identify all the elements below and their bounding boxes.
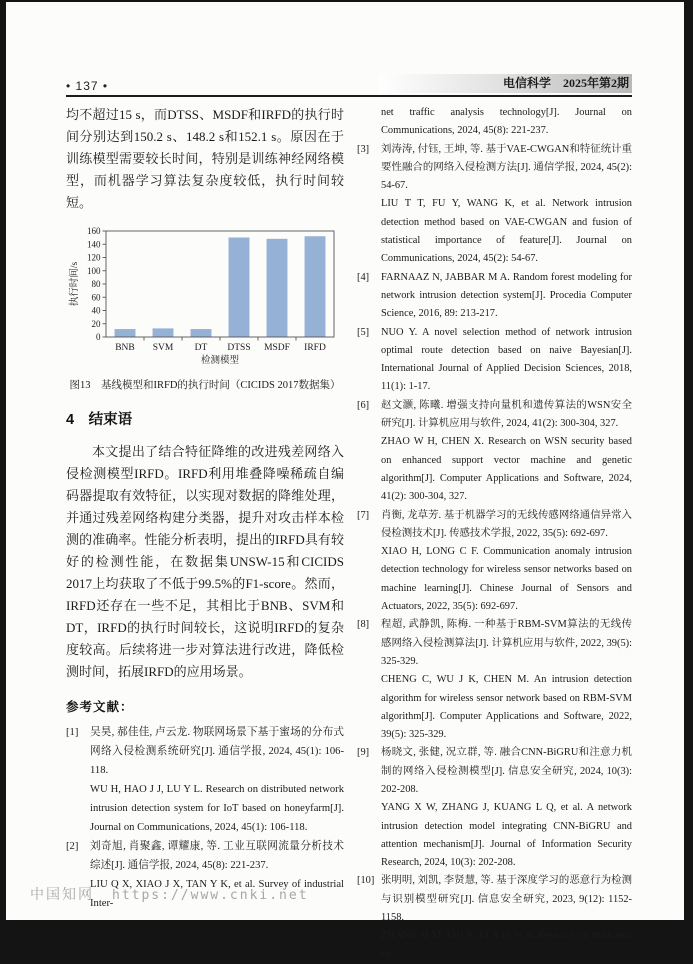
reference-text: 程超, 武静凯, 陈梅. 一种基于RBM-SVM算法的无线传感网络入侵检测算法[J]. 计算机应用与软件, 2022, 39(5): 325-329. (381, 619, 632, 667)
y-tick-label: 160 (87, 226, 101, 236)
x-axis-title: 检测模型 (200, 356, 240, 366)
bar-IRFD (305, 236, 326, 337)
bar-DT (191, 329, 212, 337)
reference-text: 张明明, 刘凯, 李贤慧, 等. 基于深度学习的恶意行为检测与识别模型研究[J]. 信息安全研究, 2023, 9(12): 1152-1158. (381, 875, 632, 924)
reference-label: [10] (357, 875, 375, 887)
reference-text: LIU T T, FU Y, WANG K, et al. Network intrusion detection method based on VAE-CWGAN and fusion of statistical importance of feature[J]. Journal on Communications, 2024, 45(2): 54-67. (381, 198, 632, 265)
reference-text: 杨晓文, 张健, 况立群, 等. 融合CNN-BiGRU和注意力机制的网络入侵检测模型[J]. 信息安全研究, 2024, 10(3): 202-208. (381, 747, 632, 795)
section-heading-conclusion: 4 结束语 (66, 412, 133, 428)
reference-item (357, 872, 632, 963)
reference-body (381, 104, 632, 141)
reference-text: 赵文灏, 陈曦. 增强支持向量机和遗传算法的WSN安全研究[J]. 计算机应用与软件, 2024, 41(2): 300-304, 327. (381, 399, 632, 430)
reference-text: FARNAAZ N, JABBAR M A. Random forest modeling for network intrusion detection system[J]. Procedia Computer Science, 2016, 89: 213-217. (381, 271, 632, 320)
reference-text: net traffic analysis technology[J]. Journal on Communications, 2024, 45(8): 221-237. (381, 107, 632, 137)
reference-item (357, 324, 632, 397)
reference-text: CHENG C, WU J K, CHEN M. An intrusion detection algorithm for wireless sensor network based on RBM-SVM algorithm[J]. Computer Applications and Software, 2022, 39(5): 325-329. (381, 674, 632, 741)
cnki-brand-label: 中国知网 (30, 888, 94, 903)
reference-text: 刘涛涛, 付钰, 王坤, 等. 基于VAE-CWGAN和特征统计重要性融合的网络入侵检测方法[J]. 通信学报, 2024, 45(2): 54-67. (381, 143, 632, 192)
x-category-label: DTSS (227, 343, 251, 353)
reference-text: WU H, HAO J J, LU Y L. Research on distributed network intrusion detection system for IoT based on honeyfarm[J]. Journal on Communications, 2024, 45(1): 106-118. (90, 784, 344, 833)
paragraph-execution-time: 均不超过15 s，而DTSS、MSDF和IRFD的执行时间分别达到150.2 s、148.2 s和152.1 s。原因在于训练模型需要较长时间，特别是训练神经网络模型，而机器学习算法复杂度较低，执行时间较短。 (66, 107, 344, 210)
reference-body (381, 616, 632, 744)
y-tick-label: 80 (91, 279, 101, 289)
reference-label: [9] (357, 747, 370, 759)
reference-text: NUO Y. A novel selection method of network intrusion optimal route detection based on naive Bayesian[J]. International Journal of Applied Decision Sciences, 2018, 11(1): 1-17. (381, 326, 632, 393)
reference-text: 刘奇旭, 肖聚鑫, 谭耀康, 等. 工业互联网流量分析技术综述[J]. 通信学报, 2024, 45(8): 221-237. (90, 841, 344, 871)
y-axis-title: 执行时间/s (70, 261, 80, 307)
figure-caption: 图13 基线模型和IRFD的执行时间（CICIDS 2017数据集） (69, 380, 341, 391)
reference-text: XIAO H, LONG C F. Communication anomaly intrusion detection technology for wireless sensor networks based on machine learning[J]. Chinese Journal of Sensors and Actuators, 2022, 35(5): 692-697. (381, 546, 632, 613)
reference-text: ZHAO W H, CHEN X. Research on WSN security based on enhanced support vector machine and genetic algorithm[J]. Computer Applications and Software, 2024, 41(2): 300-304, 327. (381, 436, 632, 503)
bar-DTSS (229, 237, 250, 337)
right-column (357, 104, 632, 964)
reference-text: 吴昊, 郝佳佳, 卢云龙. 物联网场景下基于蜜场的分布式网络入侵检测系统研究[J]. 通信学报, 2024, 45(1): 106-118. (90, 727, 344, 776)
references-list-right (357, 104, 632, 964)
references-heading: 参考文献： (66, 700, 134, 714)
bar-SVM (153, 328, 174, 337)
figure-13 (66, 223, 344, 392)
reference-body (90, 723, 344, 837)
page-number: • 137 • (66, 79, 109, 93)
y-tick-label: 60 (91, 292, 101, 303)
reference-item (357, 269, 632, 324)
y-tick-label: 120 (87, 252, 101, 263)
reference-item (66, 723, 344, 837)
x-category-label: BNB (115, 343, 135, 353)
reference-item (357, 141, 632, 269)
reference-label: [5] (357, 326, 370, 338)
left-column (66, 104, 344, 964)
y-tick-label: 40 (91, 305, 101, 316)
reference-text: LIU Q X, XIAO J X, TAN Y K, et al. Survey of industrial Inter- (90, 879, 344, 909)
y-tick-label: 100 (87, 265, 101, 276)
reference-item (357, 104, 632, 141)
reference-item (357, 744, 632, 872)
reference-body (381, 324, 632, 397)
reference-body (381, 872, 632, 963)
reference-text: YANG X W, ZHANG J, KUANG L Q, et al. A network intrusion detection model integrating CNN-BiGRU and attention mechanism[J]. Journal of Information Security Research, 2024, 10(3): 202-208. (381, 802, 632, 869)
y-tick-label: 140 (87, 239, 101, 250)
reference-label: [4] (357, 271, 370, 283)
bar-MSDF (267, 239, 288, 337)
reference-label: [8] (357, 619, 370, 631)
reference-body (381, 507, 632, 617)
reference-item (357, 507, 632, 617)
reference-body (381, 141, 632, 269)
reference-label: [3] (357, 143, 370, 155)
y-tick-label: 0 (96, 332, 101, 342)
y-tick-label: 20 (91, 318, 101, 329)
plot-frame (106, 231, 334, 337)
bar-BNB (115, 329, 136, 337)
paragraph-conclusion: 本文提出了结合特征降维的改进残差网络入侵检测模型IRFD。IRFD利用堆叠降噪稀疏自编码器提取有效特征，以实现对数据的降维处理，并通过残差网络构建分类器，提升对攻击样本检测的准确率。性能分析表明，提出的IRFD具有较好的检测性能，在数据集UNSW-15和CICIDS 2017上均获取了不低于99.5%的F1-score。然而，IRFD还存在一些不足，其相比于BNB、SVM和DT，IRFD的执行时间较长，这说明IRFD的复杂度较高。后续将进一步对算法进行改进，降低检测时间，拓展IRFD的应用场景。 (66, 444, 344, 679)
reference-item (357, 397, 632, 507)
bar-chart-execution-time (66, 223, 344, 375)
reference-label: [1] (66, 727, 79, 738)
two-column-layout (66, 104, 632, 964)
x-category-label: MSDF (264, 343, 290, 353)
page-header (66, 74, 632, 97)
reference-item (357, 616, 632, 744)
journal-issue-banner: 电信科学 2025年第2期 (379, 74, 632, 93)
reference-label: [2] (66, 841, 79, 852)
reference-body (381, 744, 632, 872)
reference-text: ZHANG M M, LIU K, LI X H, et al. Research on malicious be- (381, 930, 632, 960)
reference-label (357, 104, 381, 141)
x-category-label: DT (194, 343, 208, 353)
reference-body (381, 397, 632, 507)
cnki-url: https://www.cnki.net (112, 888, 309, 903)
x-category-label: SVM (152, 343, 174, 353)
reference-body (381, 269, 632, 324)
reference-text: 肖衡, 龙草芳. 基于机器学习的无线传感网络通信异常入侵检测技术[J]. 传感技术学报, 2022, 35(5): 692-697. (381, 509, 632, 539)
reference-label: [7] (357, 509, 370, 521)
cnki-watermark (30, 884, 309, 904)
page (6, 2, 684, 960)
reference-label: [6] (357, 399, 370, 411)
x-category-label: IRFD (304, 343, 326, 353)
